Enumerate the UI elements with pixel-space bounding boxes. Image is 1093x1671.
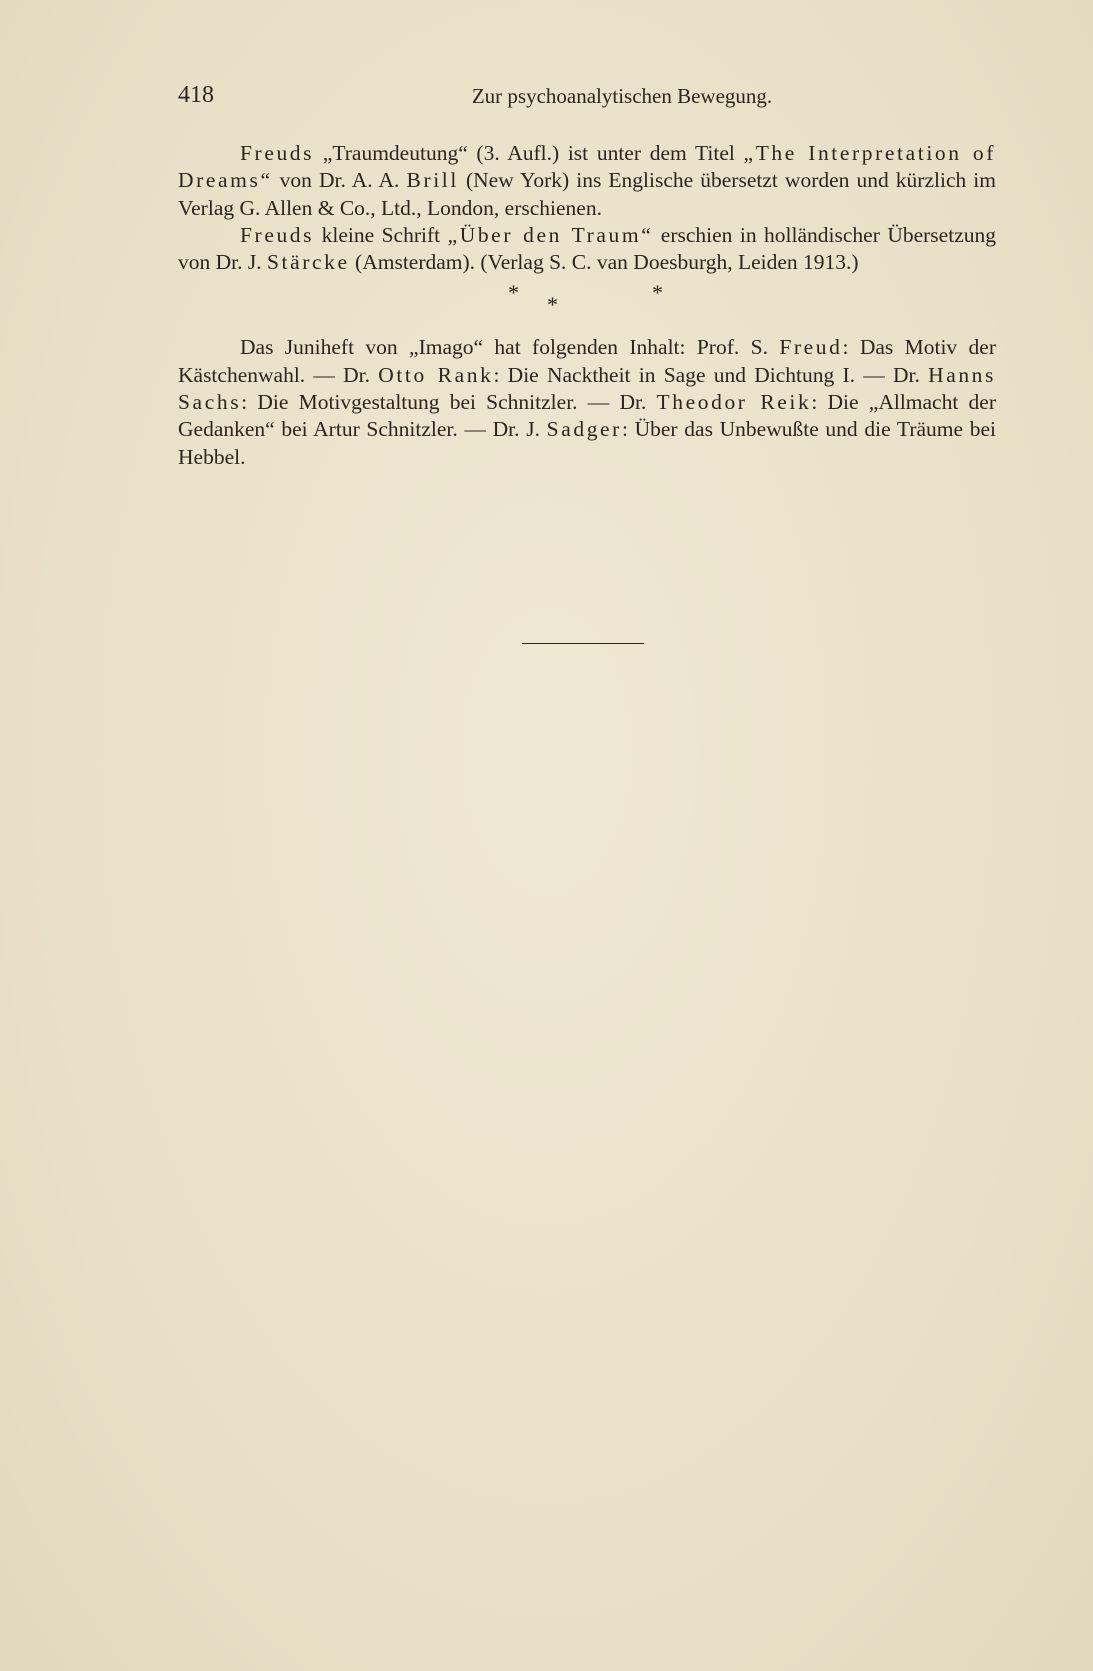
separator-star: * (508, 280, 519, 306)
text-run: : Die „Allmacht der Gedanken“ bei Artur Schnitzler. — Dr. J. (178, 390, 996, 442)
text-run: erschien in holländischer Übersetzung von Dr. J. (178, 222, 996, 275)
author-name: Freuds (240, 222, 315, 247)
text-run: kleine Schrift (314, 222, 448, 247)
author-name: Freuds (240, 141, 315, 165)
text-run: (Amsterdam). (Verlag S. C. van Doesburgh, Leiden 1913.) (349, 250, 859, 275)
author-name: Freud (779, 335, 843, 360)
text-run: von Dr. A. A. (272, 168, 407, 193)
paragraph-traumdeutung (178, 140, 996, 222)
text-run: : Das Motiv der Kästchenwahl. — Dr. (178, 335, 996, 387)
text-run: (New York) ins Englische übersetzt worden und kürzlich im Verlag G. Allen & Co., Ltd., London, erschienen. (178, 168, 996, 220)
text-body (178, 140, 996, 471)
page-header (178, 82, 996, 112)
end-rule (522, 643, 644, 644)
separator-star: * (547, 292, 558, 318)
book-title-english: „The Interpretation of Dreams“ (178, 141, 996, 193)
running-title: Zur psychoanalytischen Bewegung. (471, 84, 773, 108)
text-run: : Die Motivgestaltung bei Schnitzler. — Dr. (241, 390, 657, 415)
paragraph-ueber-den-traum (178, 222, 996, 277)
translator-name: Brill (406, 168, 459, 193)
author-name: Theodor Reik (656, 390, 812, 415)
book-title: „Über den Traum“ (447, 222, 654, 247)
text-run: : Die Nacktheit in Sage und Dichtung I. — Dr. (493, 362, 929, 387)
text-run: : Über das Unbewußte und die Träume bei Hebbel. (178, 417, 996, 469)
text-run: „Traumdeutung“ (3. Aufl.) ist unter dem Titel (314, 141, 744, 165)
paragraph-imago-contents (178, 334, 996, 470)
author-name: Hanns Sachs (178, 362, 996, 415)
text-run: Das Juniheft von „Imago“ hat folgenden Inhalt: Prof. S. (240, 335, 780, 360)
separator-star: * (652, 280, 663, 306)
page-number: 418 (178, 82, 214, 108)
translator-name: Stärcke (267, 250, 350, 275)
author-name: Otto Rank (378, 362, 494, 387)
author-name: Sadger (546, 417, 622, 442)
section-separator (178, 276, 996, 334)
